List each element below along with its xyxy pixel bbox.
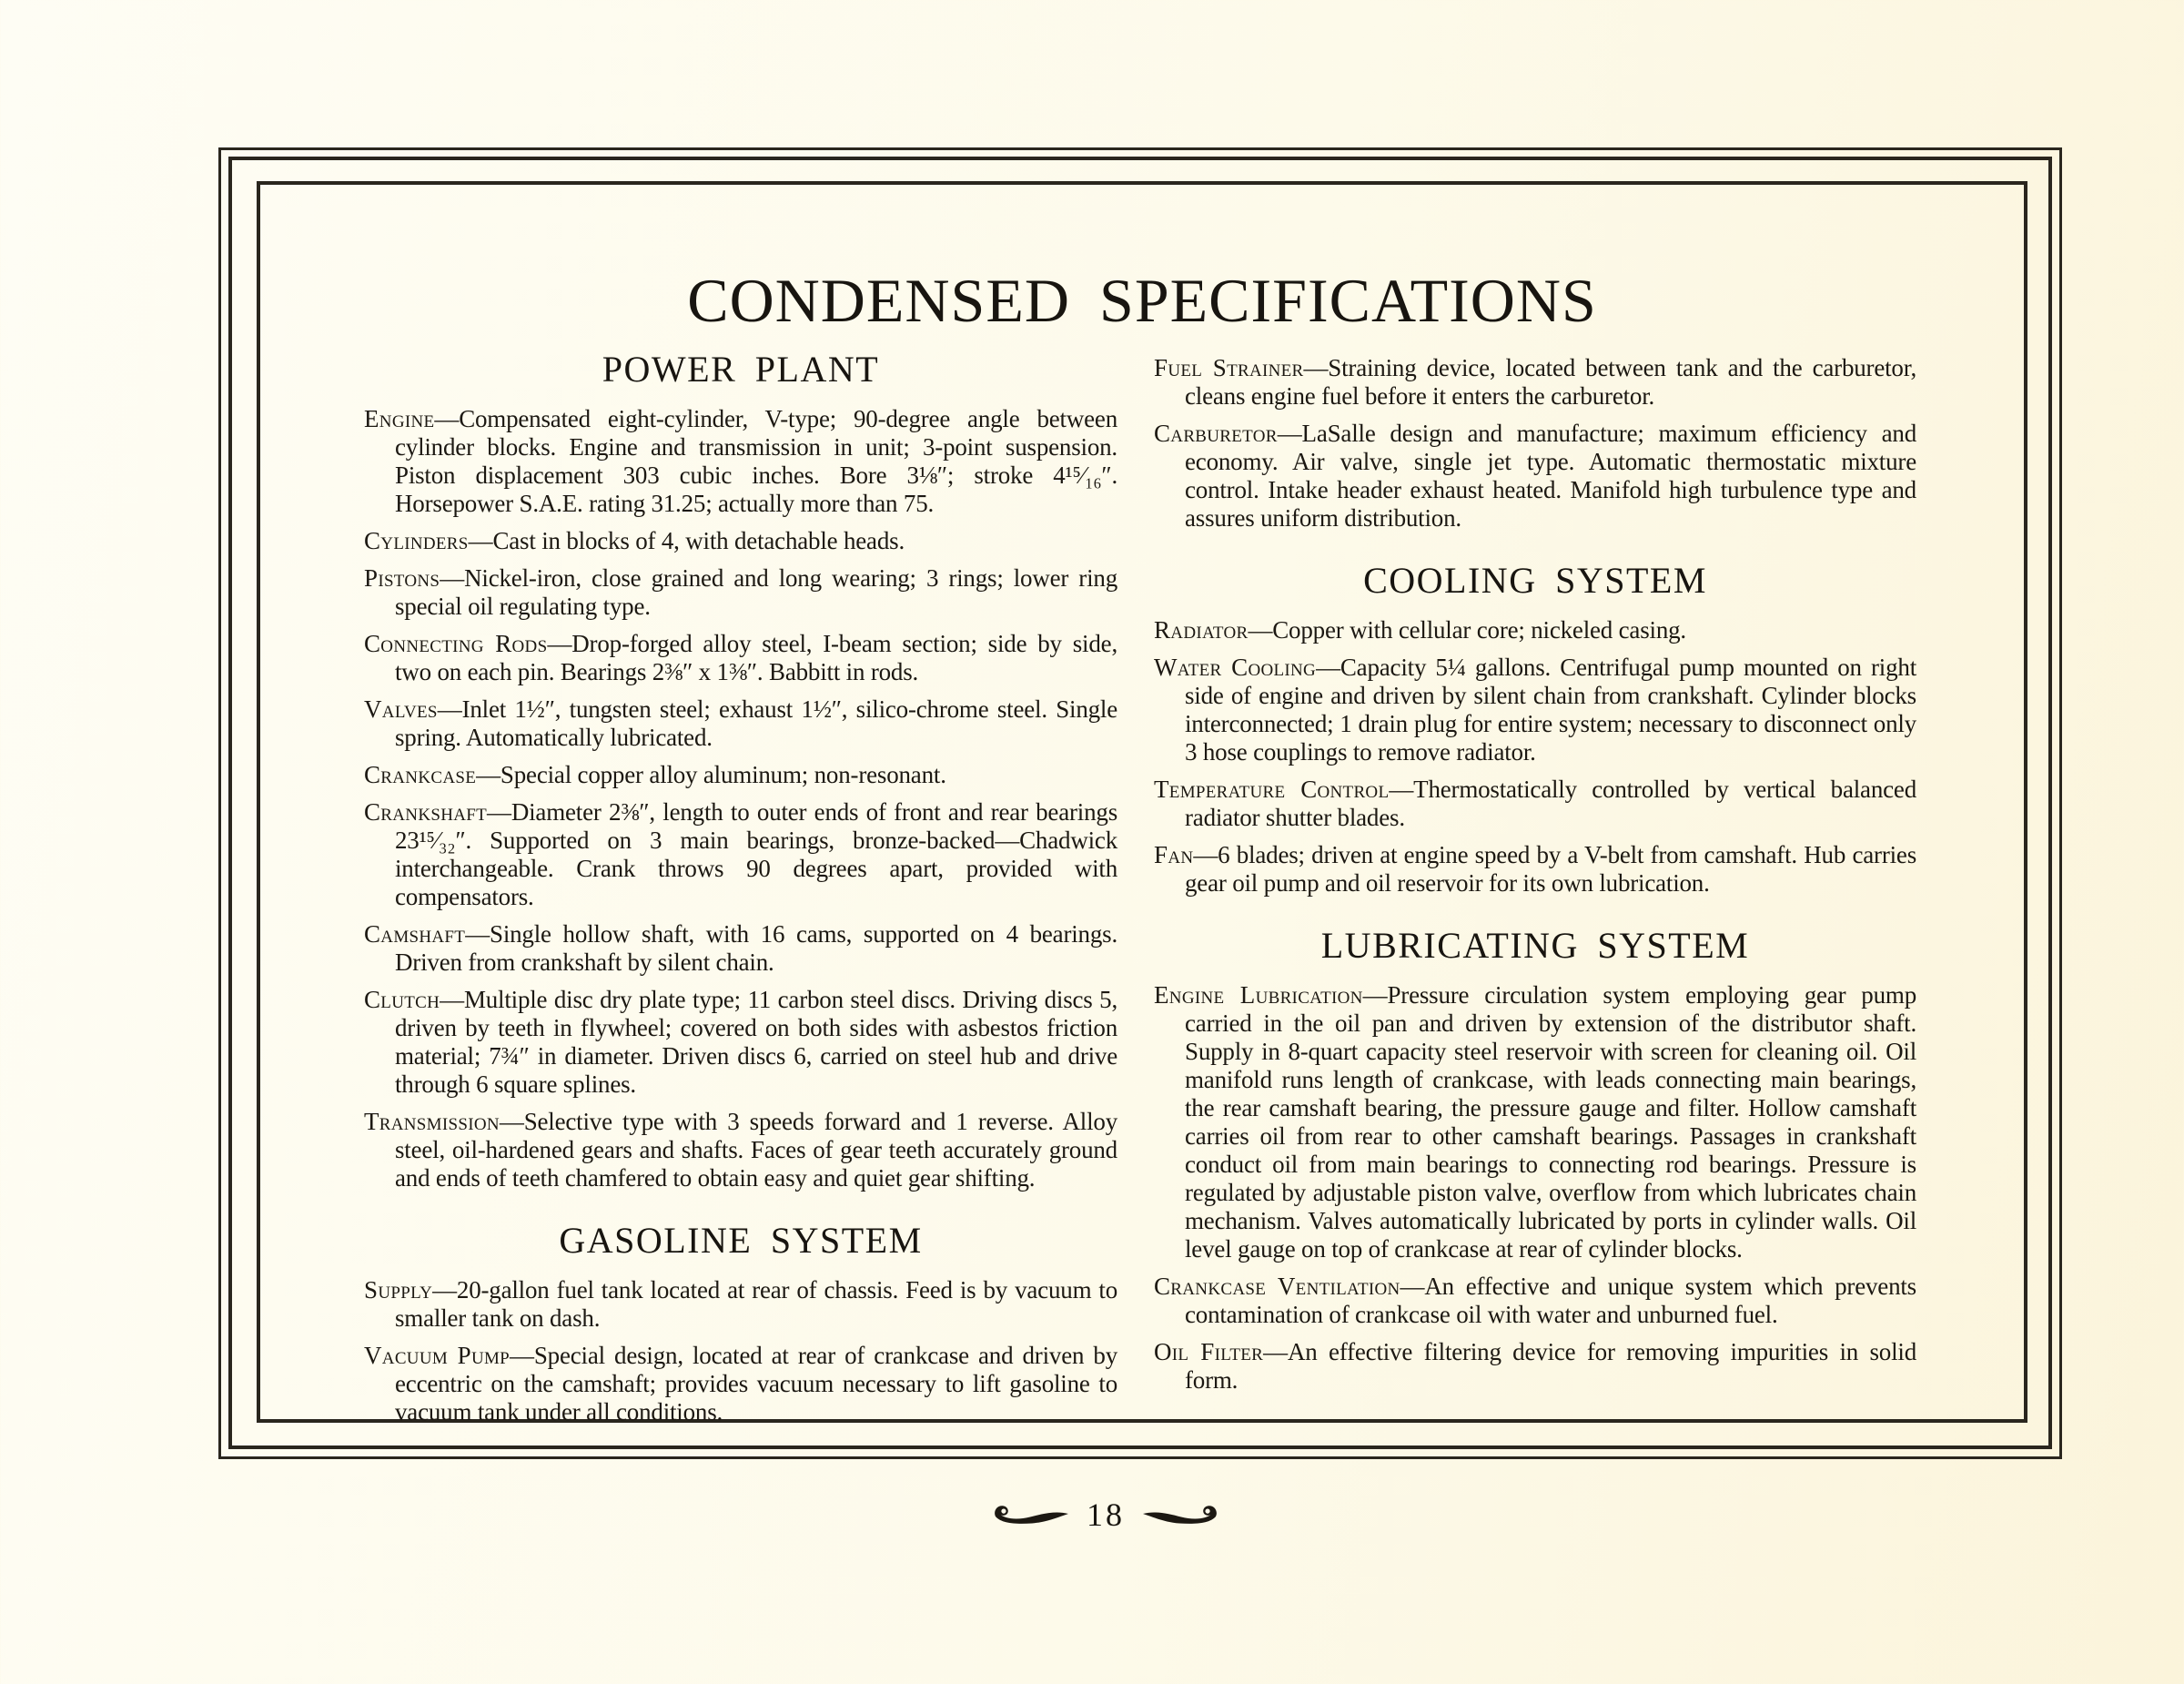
- spec-entry: [1154, 616, 1916, 644]
- spec-text: —Nickel-iron, close grained and long wearing; 3 rings; lower ring special oil regulating type.: [395, 564, 1117, 620]
- spec-term: Carburetor: [1154, 420, 1278, 447]
- spec-text: —Pressure circulation system employing gear pump carried in the oil pan and driven by extension of the distributor shaft. Supply in 8-quart capacity steel reservoir with screen for cleaning oil. Oil manifold runs length of crankcase, with leads connecting main bearings, the rear camshaft bearing, the pressure gauge and filter. Hollow camshaft carries oil from rear to other camshaft bearings. Passages in crankshaft conduct oil from main bearings to connecting rod bearings. Pressure is regulated by adjustable piston valve, overflow from which lubricates chain mechanism. Valves automatically lubricated by ports in cylinder walls. Oil level gauge on top of crankcase at rear of cylinder blocks.: [1185, 981, 1916, 1263]
- spec-term: Temperature Control: [1154, 776, 1390, 803]
- spec-term: Pistons: [364, 564, 440, 592]
- spec-text: —Inlet 1½″, tungsten steel; exhaust 1½″, silico-chrome steel. Single spring. Automatically lubricated.: [395, 695, 1117, 751]
- spec-entry: [1154, 776, 1916, 832]
- spec-term: Camshaft: [364, 920, 466, 948]
- spec-text: —An effective and unique system which prevents contamination of crankcase oil with water and unburned fuel.: [1185, 1273, 1916, 1328]
- spec-term: Engine Lubrication: [1154, 981, 1363, 1009]
- spec-text: —An effective filtering device for removing impurities in solid form.: [1185, 1338, 1916, 1394]
- spec-text: —20-gallon fuel tank located at rear of chassis. Feed is by vacuum to smaller tank on dash.: [395, 1276, 1117, 1332]
- section-cooling-system: [1154, 560, 1916, 898]
- spec-term: Transmission: [364, 1108, 500, 1135]
- section-heading: POWER PLANT: [602, 349, 880, 390]
- spec-entry: [1154, 841, 1916, 898]
- spec-entry: [364, 1342, 1117, 1426]
- right-column: [1154, 354, 1916, 1404]
- spec-term: Water Cooling: [1154, 654, 1317, 681]
- section-heading: GASOLINE SYSTEM: [559, 1220, 923, 1261]
- spec-entry: [364, 920, 1117, 977]
- spec-term: Clutch: [364, 986, 440, 1013]
- spec-text: —Multiple disc dry plate type; 11 carbon steel discs. Driving discs 5, driven by teeth in flywheel; covered on both sides with asbestos friction material; 7¾″ in diameter. Driven discs 6, carried on steel hub and drive through 6 square splines.: [395, 986, 1117, 1098]
- spec-text: —Drop-forged alloy steel, I-beam section; side by side, two on each pin. Bearings 2⅜″ x 1⅜″. Babbitt in rods.: [395, 630, 1117, 685]
- spec-text: —Copper with cellular core; nickeled casing.: [1248, 616, 1686, 644]
- section-heading: COOLING SYSTEM: [1363, 560, 1707, 601]
- spec-term: Cylinders: [364, 527, 469, 554]
- section-power-plant: [364, 349, 1117, 1192]
- page-title: CONDENSED SPECIFICATIONS: [687, 266, 1597, 335]
- spec-entry: [1154, 1273, 1916, 1329]
- spec-entry: [364, 1108, 1117, 1192]
- spec-entry: [364, 405, 1117, 518]
- spec-term: Connecting Rods: [364, 630, 548, 657]
- spec-term: Fuel Strainer: [1154, 354, 1304, 381]
- spec-entry: [1154, 420, 1916, 533]
- spec-term: Crankcase Ventilation: [1154, 1273, 1400, 1300]
- spec-entry: [1154, 354, 1916, 411]
- page-footer: [0, 1498, 2184, 1531]
- spec-term: Vacuum Pump: [364, 1342, 511, 1369]
- spec-entry: [364, 798, 1117, 911]
- swash-flourish-left-icon: [992, 1501, 1072, 1528]
- spec-entry: [364, 630, 1117, 686]
- spec-text: —Capacity 5¼ gallons. Centrifugal pump mounted on right side of engine and driven by silent chain from crankshaft. Cylinder blocks interconnected; 1 drain plug for entire system; necessary to disconnect only 3 hose couplings to remove radiator.: [1185, 654, 1916, 766]
- swash-flourish-right-icon: [1139, 1501, 1219, 1528]
- spec-text: —Special design, located at rear of crankcase and driven by eccentric on the camshaft; provides vacuum necessary to lift gasoline to vacuum tank under all conditions.: [395, 1342, 1117, 1425]
- spec-text: —Cast in blocks of 4, with detachable heads.: [468, 527, 905, 554]
- spec-text: —Straining device, located between tank and the carburetor, cleans engine fuel before it enters the carburetor.: [1185, 354, 1916, 410]
- spec-entry: [364, 564, 1117, 621]
- spec-term: Valves: [364, 695, 438, 723]
- spec-text: —Compensated eight-cylinder, V-type; 90-degree angle between cylinder blocks. Engine and transmission in unit; 3-point suspension. Piston displacement 303 cubic inches. Bore 3⅛″; stroke 4¹⁵⁄₁₆″. Horsepower S.A.E. rating 31.25; actually more than 75.: [395, 405, 1117, 517]
- spec-entry: [364, 761, 1117, 789]
- spec-entry: [364, 1276, 1117, 1333]
- spec-entry: [1154, 654, 1916, 766]
- spec-text: —LaSalle design and manufacture; maximum efficiency and economy. Air valve, single jet type. Automatic thermostatic mixture control. Intake header exhaust heated. Manifold high turbulence type and assures uniform distribution.: [1185, 420, 1916, 532]
- spec-entry: [364, 986, 1117, 1099]
- spec-text: —Thermostatically controlled by vertical balanced radiator shutter blades.: [1185, 776, 1916, 831]
- page-number: 18: [1087, 1496, 1125, 1533]
- spec-term: Crankshaft: [364, 798, 488, 826]
- spec-term: Fan: [1154, 841, 1194, 868]
- section-lubricating-system: [1154, 925, 1916, 1395]
- spec-term: Supply: [364, 1276, 433, 1304]
- spec-text: —Selective type with 3 speeds forward and 1 reverse. Alloy steel, oil-hardened gears and shafts. Faces of gear teeth accurately ground and ends of teeth chamfered to obtain easy and quiet gear shifting.: [395, 1108, 1117, 1192]
- left-column: [364, 349, 1117, 1435]
- spec-entry: [1154, 1338, 1916, 1395]
- spec-text: —6 blades; driven at engine speed by a V-belt from camshaft. Hub carries gear oil pump and oil reservoir for its own lubrication.: [1185, 841, 1916, 897]
- spec-text: —Special copper alloy aluminum; non-resonant.: [476, 761, 946, 788]
- spec-text: —Single hollow shaft, with 16 cams, supported on 4 bearings. Driven from crankshaft by silent chain.: [395, 920, 1117, 976]
- spec-entry: [364, 527, 1117, 555]
- spec-term: Radiator: [1154, 616, 1249, 644]
- section-gasoline-continued: [1154, 354, 1916, 533]
- spec-term: Oil Filter: [1154, 1338, 1264, 1365]
- spec-entry: [1154, 981, 1916, 1263]
- section-heading: LUBRICATING SYSTEM: [1320, 925, 1750, 966]
- spec-entry: [364, 695, 1117, 752]
- section-gasoline-system: [364, 1220, 1117, 1426]
- spec-term: Crankcase: [364, 761, 477, 788]
- spec-text: —Diameter 2⅜″, length to outer ends of front and rear bearings 23¹⁵⁄₃₂″. Supported on 3 main bearings, bronze-backed—Chadwick interchangeable. Crank throws 90 degrees apart, provided with compensators.: [395, 798, 1117, 910]
- spec-term: Engine: [364, 405, 435, 432]
